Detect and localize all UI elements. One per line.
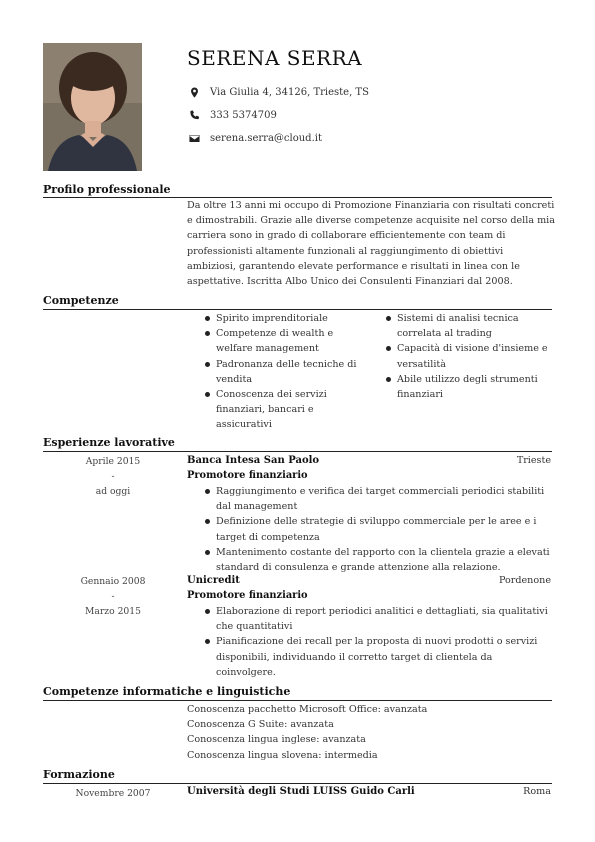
section-divider bbox=[43, 700, 552, 701]
skill-item: Padronanza delle tecniche di vendita bbox=[204, 357, 360, 387]
job-tasks bbox=[204, 604, 552, 680]
skill-item: Spirito imprenditoriale bbox=[204, 311, 360, 326]
it-language-item: Conoscenza lingua slovena: intermedia bbox=[187, 749, 378, 761]
section-divider bbox=[43, 309, 552, 310]
portrait-image bbox=[43, 43, 142, 171]
job-date-from: Gennaio 2008 bbox=[80, 576, 146, 587]
skill-item: Competenze di wealth e welfare management bbox=[204, 326, 360, 356]
task-item: Pianificazione dei recall per la proposta di nuovi prodotti o servizi disponibili, individuando il corretto target di clientela da coinvolgere. bbox=[204, 634, 552, 680]
job-date-separator: - bbox=[111, 591, 115, 602]
section-heading-profile: Profilo professionale bbox=[43, 183, 171, 196]
job-date-to: ad oggi bbox=[95, 486, 131, 497]
skill-item: Abile utilizzo degli strumenti finanziari bbox=[385, 372, 551, 402]
it-language-item: Conoscenza lingua inglese: avanzata bbox=[187, 734, 366, 746]
section-heading-education: Formazione bbox=[43, 768, 115, 781]
phone-icon bbox=[187, 109, 201, 121]
email-text: serena.serra@cloud.it bbox=[210, 132, 322, 144]
job-tasks bbox=[204, 484, 552, 575]
it-language-item: Conoscenza G Suite: avanzata bbox=[187, 719, 334, 731]
section-heading-it-languages: Competenze informatiche e linguistiche bbox=[43, 685, 291, 698]
location-pin-icon bbox=[187, 86, 201, 98]
section-divider bbox=[43, 783, 552, 784]
job-role: Promotore finanziario bbox=[187, 590, 308, 601]
section-heading-experience: Esperienze lavorative bbox=[43, 436, 175, 449]
task-item: Mantenimento costante del rapporto con la clientela grazie a elevati standard di consulenza e grande attenzione alla relazione. bbox=[204, 545, 552, 575]
candidate-name: SERENA SERRA bbox=[187, 46, 363, 70]
job-date-to: Marzo 2015 bbox=[85, 606, 141, 617]
envelope-icon bbox=[187, 132, 201, 144]
it-languages-list bbox=[187, 702, 547, 763]
education-date: Novembre 2007 bbox=[75, 788, 151, 799]
job-date-from: Aprile 2015 bbox=[85, 456, 141, 467]
education-school: Università degli Studi LUISS Guido Carli bbox=[187, 786, 415, 797]
section-heading-skills: Competenze bbox=[43, 294, 119, 307]
job-city: Trieste bbox=[516, 455, 551, 466]
task-item: Definizione delle strategie di sviluppo commerciale per le aree e i target di competenza bbox=[204, 514, 552, 544]
section-divider bbox=[43, 451, 552, 452]
profile-photo bbox=[43, 43, 142, 171]
contact-email bbox=[187, 132, 322, 144]
task-item: Raggiungimento e verifica dei target commerciali periodici stabiliti dal management bbox=[204, 484, 552, 514]
skill-item: Conoscenza dei servizi finanziari, bancari e assicurativi bbox=[204, 387, 360, 433]
task-item: Elaborazione di report periodici analitici e dettagliati, sia qualitativi che quantitativi bbox=[204, 604, 552, 634]
address-text: Via Giulia 4, 34126, Trieste, TS bbox=[210, 86, 369, 98]
skills-list-right bbox=[385, 311, 551, 402]
phone-text: 333 5374709 bbox=[210, 109, 277, 121]
it-language-item: Conoscenza pacchetto Microsoft Office: avanzata bbox=[187, 704, 428, 715]
skill-item: Capacità di visione d'insieme e versatilità bbox=[385, 341, 551, 371]
profile-text: Da oltre 13 anni mi occupo di Promozione Finanziaria con risultati concreti e dimostrabili. Grazie alle diverse competenze acquisite nel corso della mia carriera sono in grado di collaborare efficientemente con team di professionisti altamente funzionali al raggiungimento di obiettivi ambiziosi, garantendo elevate performance e risultati in linea con le aspettative. Iscritta Albo Unico dei Consulenti Finanziari dal 2008. bbox=[187, 200, 555, 288]
skill-item: Sistemi di analisi tecnica correlata al trading bbox=[385, 311, 551, 341]
job-city: Pordenone bbox=[498, 575, 551, 586]
job-role: Promotore finanziario bbox=[187, 470, 308, 481]
job-date-separator: - bbox=[111, 471, 115, 482]
job-company: Unicredit bbox=[187, 575, 240, 586]
contact-address bbox=[187, 86, 369, 98]
job-company: Banca Intesa San Paolo bbox=[187, 455, 320, 466]
education-city: Roma bbox=[523, 786, 551, 797]
contact-phone bbox=[187, 109, 277, 121]
skills-list-left bbox=[204, 311, 360, 433]
